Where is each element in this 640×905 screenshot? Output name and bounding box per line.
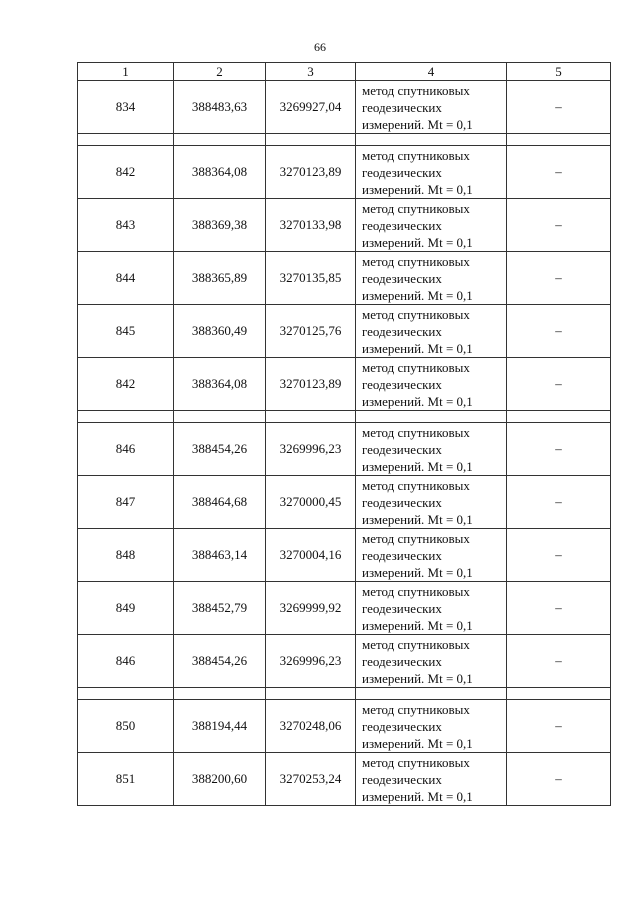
empty-cell: [266, 411, 356, 423]
method-line: геодезических: [362, 217, 442, 233]
y-coordinate-cell: 3270123,89: [266, 146, 356, 199]
x-coordinate-cell: 388463,14: [174, 529, 266, 582]
method-line: измерений. Mt = 0,1: [362, 788, 473, 804]
x-coordinate-cell: 388483,63: [174, 81, 266, 134]
table-row: [78, 529, 611, 582]
method-line: измерений. Mt = 0,1: [362, 458, 473, 474]
point-number-cell: 842: [78, 146, 174, 199]
empty-cell: [78, 411, 174, 423]
table-row: [78, 753, 611, 806]
y-coordinate-cell: 3270125,76: [266, 305, 356, 358]
method-line: метод спутниковых: [362, 82, 470, 98]
y-coordinate-cell: 3270133,98: [266, 199, 356, 252]
note-cell: –: [507, 529, 611, 582]
method-line: измерений. Mt = 0,1: [362, 340, 473, 356]
method-line: метод спутниковых: [362, 200, 470, 216]
method-line: геодезических: [362, 547, 442, 563]
x-coordinate-cell: 388360,49: [174, 305, 266, 358]
point-number-cell: 846: [78, 423, 174, 476]
method-cell: [356, 700, 507, 753]
method-line: измерений. Mt = 0,1: [362, 116, 473, 132]
table-row: [78, 635, 611, 688]
table-row: [78, 700, 611, 753]
method-line: измерений. Mt = 0,1: [362, 564, 473, 580]
empty-cell: [174, 134, 266, 146]
method-line: геодезических: [362, 376, 442, 392]
note-cell: –: [507, 582, 611, 635]
empty-cell: [266, 134, 356, 146]
table-row: [78, 199, 611, 252]
x-coordinate-cell: 388452,79: [174, 582, 266, 635]
note-cell: –: [507, 146, 611, 199]
empty-cell: [266, 688, 356, 700]
page-number: 66: [314, 40, 326, 54]
method-line: геодезических: [362, 164, 442, 180]
table-row: [78, 305, 611, 358]
empty-cell: [356, 411, 507, 423]
method-line: измерений. Mt = 0,1: [362, 181, 473, 197]
method-line: измерений. Mt = 0,1: [362, 393, 473, 409]
point-number-cell: 848: [78, 529, 174, 582]
note-cell: –: [507, 305, 611, 358]
column-header: 4: [356, 63, 507, 81]
point-number-cell: 843: [78, 199, 174, 252]
method-cell: [356, 476, 507, 529]
x-coordinate-cell: 388454,26: [174, 423, 266, 476]
method-cell: [356, 529, 507, 582]
method-line: измерений. Mt = 0,1: [362, 511, 473, 527]
table-body: [78, 63, 611, 806]
point-number-cell: 849: [78, 582, 174, 635]
coordinates-table: [77, 62, 611, 806]
table-row: [78, 476, 611, 529]
table-row: [78, 423, 611, 476]
point-number-cell: 844: [78, 252, 174, 305]
x-coordinate-cell: 388454,26: [174, 635, 266, 688]
method-line: измерений. Mt = 0,1: [362, 234, 473, 250]
empty-cell: [174, 688, 266, 700]
method-line: метод спутниковых: [362, 253, 470, 269]
y-coordinate-cell: 3269999,92: [266, 582, 356, 635]
x-coordinate-cell: 388369,38: [174, 199, 266, 252]
x-coordinate-cell: 388194,44: [174, 700, 266, 753]
point-number-cell: 834: [78, 81, 174, 134]
x-coordinate-cell: 388200,60: [174, 753, 266, 806]
empty-cell: [78, 134, 174, 146]
empty-cell: [356, 134, 507, 146]
y-coordinate-cell: 3270004,16: [266, 529, 356, 582]
y-coordinate-cell: 3270123,89: [266, 358, 356, 411]
method-line: измерений. Mt = 0,1: [362, 287, 473, 303]
method-line: геодезических: [362, 494, 442, 510]
y-coordinate-cell: 3269996,23: [266, 423, 356, 476]
y-coordinate-cell: 3270248,06: [266, 700, 356, 753]
point-number-cell: 846: [78, 635, 174, 688]
method-line: геодезических: [362, 653, 442, 669]
method-cell: [356, 582, 507, 635]
method-line: геодезических: [362, 270, 442, 286]
method-cell: [356, 252, 507, 305]
note-cell: –: [507, 252, 611, 305]
point-number-cell: 842: [78, 358, 174, 411]
method-cell: [356, 199, 507, 252]
method-line: геодезических: [362, 99, 442, 115]
empty-cell: [507, 134, 611, 146]
method-cell: [356, 146, 507, 199]
method-line: геодезических: [362, 771, 442, 787]
method-line: метод спутниковых: [362, 636, 470, 652]
method-cell: [356, 423, 507, 476]
method-line: метод спутниковых: [362, 424, 470, 440]
method-line: геодезических: [362, 441, 442, 457]
method-line: метод спутниковых: [362, 477, 470, 493]
x-coordinate-cell: 388464,68: [174, 476, 266, 529]
method-line: геодезических: [362, 323, 442, 339]
method-line: измерений. Mt = 0,1: [362, 735, 473, 751]
empty-cell: [507, 688, 611, 700]
separator-row: [78, 134, 611, 146]
note-cell: –: [507, 635, 611, 688]
table-header-row: [78, 63, 611, 81]
column-header: 1: [78, 63, 174, 81]
method-line: метод спутниковых: [362, 530, 470, 546]
method-cell: [356, 81, 507, 134]
point-number-cell: 847: [78, 476, 174, 529]
y-coordinate-cell: 3269996,23: [266, 635, 356, 688]
empty-cell: [174, 411, 266, 423]
y-coordinate-cell: 3270253,24: [266, 753, 356, 806]
note-cell: –: [507, 753, 611, 806]
column-header: 5: [507, 63, 611, 81]
method-line: метод спутниковых: [362, 306, 470, 322]
method-line: метод спутниковых: [362, 583, 470, 599]
method-line: геодезических: [362, 600, 442, 616]
empty-cell: [507, 411, 611, 423]
y-coordinate-cell: 3269927,04: [266, 81, 356, 134]
x-coordinate-cell: 388364,08: [174, 146, 266, 199]
table-row: [78, 81, 611, 134]
method-line: измерений. Mt = 0,1: [362, 617, 473, 633]
table-row: [78, 582, 611, 635]
method-cell: [356, 753, 507, 806]
table-row: [78, 358, 611, 411]
method-cell: [356, 358, 507, 411]
method-line: метод спутниковых: [362, 754, 470, 770]
method-line: метод спутниковых: [362, 701, 470, 717]
method-line: метод спутниковых: [362, 147, 470, 163]
empty-cell: [356, 688, 507, 700]
y-coordinate-cell: 3270135,85: [266, 252, 356, 305]
x-coordinate-cell: 388364,08: [174, 358, 266, 411]
point-number-cell: 845: [78, 305, 174, 358]
point-number-cell: 851: [78, 753, 174, 806]
empty-cell: [78, 688, 174, 700]
table-row: [78, 146, 611, 199]
method-line: измерений. Mt = 0,1: [362, 670, 473, 686]
table-row: [78, 252, 611, 305]
note-cell: –: [507, 423, 611, 476]
method-cell: [356, 305, 507, 358]
column-header: 3: [266, 63, 356, 81]
separator-row: [78, 411, 611, 423]
note-cell: –: [507, 81, 611, 134]
method-line: метод спутниковых: [362, 359, 470, 375]
note-cell: –: [507, 358, 611, 411]
point-number-cell: 850: [78, 700, 174, 753]
method-line: геодезических: [362, 718, 442, 734]
method-cell: [356, 635, 507, 688]
y-coordinate-cell: 3270000,45: [266, 476, 356, 529]
note-cell: –: [507, 199, 611, 252]
column-header: 2: [174, 63, 266, 81]
separator-row: [78, 688, 611, 700]
note-cell: –: [507, 700, 611, 753]
x-coordinate-cell: 388365,89: [174, 252, 266, 305]
note-cell: –: [507, 476, 611, 529]
